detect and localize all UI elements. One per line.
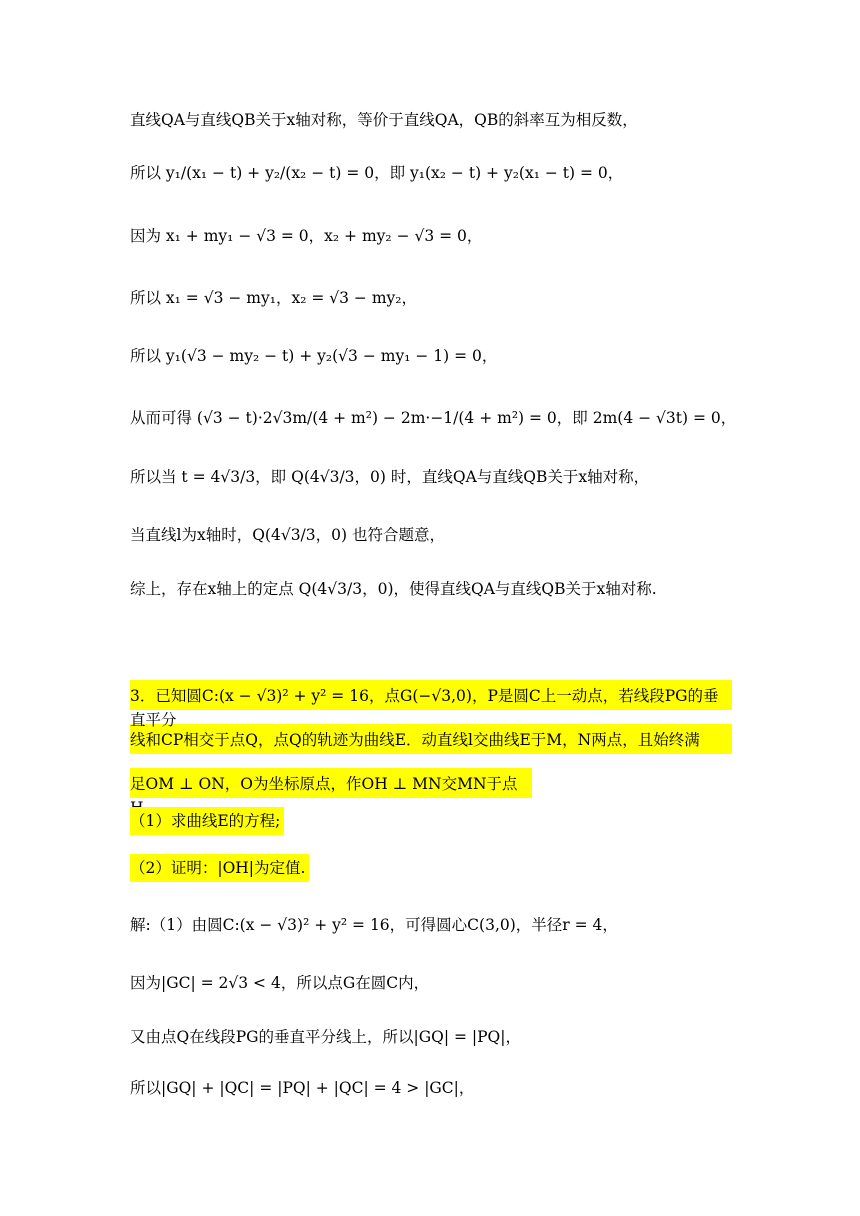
text-line-4: 所以 x₁ = √3 − my₁，x₂ = √3 − my₂， [130,289,418,307]
text-line-7: 所以当 t = 4√3/3，即 Q(4√3/3，0) 时，直线QA与直线QB关于x轴对称， [130,468,650,486]
text-line-9: 综上，存在x轴上的定点 Q(4√3/3，0)，使得直线QA与直线QB关于x轴对称. [130,580,657,598]
problem-statement [130,680,732,812]
text-line-2: 所以 y₁/(x₁ − t) + y₂/(x₂ − t) = 0，即 y₁(x₂ − t) + y₂(x₁ − t) = 0， [130,164,624,182]
text-line-8: 当直线l为x轴时，Q(4√3/3，0) 也符合题意， [130,526,445,544]
question-part-2: （2）证明：|OH|为定值. [130,858,309,878]
solution-line-4: 所以|GQ| + |QC| = |PQ| + |QC| = 4 > |GC|， [130,1079,475,1097]
solution-line-2: 因为|GC| = 2√3 < 4，所以点G在圆C内， [130,974,430,992]
problem-line-1: 3．已知圆C:(x − √3)² + y² = 16，点G(−√3,0)，P是圆C上一动点，若线段PG的垂直平分 [130,680,732,710]
solution-line-1: 解:（1）由圆C:(x − √3)² + y² = 16，可得圆心C(3,0)，半径r = 4， [130,916,618,934]
text-line-3: 因为 x₁ + my₁ − √3 = 0，x₂ + my₂ − √3 = 0， [130,227,483,245]
question-part-1: （1）求曲线E的方程; [130,811,284,831]
problem-line-3: 足OM ⊥ ON，O为坐标原点，作OH ⊥ MN交MN于点 [130,768,532,798]
solution-line-3: 又由点Q在线段PG的垂直平分线上，所以|GQ| = |PQ|， [130,1028,521,1046]
problem-line-2: 线和CP相交于点Q，点Q的轨迹为曲线E．动直线l交曲线E于M，N两点，且始终满 [130,724,732,754]
text-line-5: 所以 y₁(√3 − my₂ − t) + y₂(√3 − my₁ − 1) = 0， [130,347,498,365]
text-line-6: 从而可得 (√3 − t)·2√3m/(4 + m²) − 2m·−1/(4 + m²) = 0，即 2m(4 − √3t) = 0， [130,409,737,427]
text-line-1: 直线QA与直线QB关于x轴对称，等价于直线QA，QB的斜率互为相反数， [130,111,638,129]
